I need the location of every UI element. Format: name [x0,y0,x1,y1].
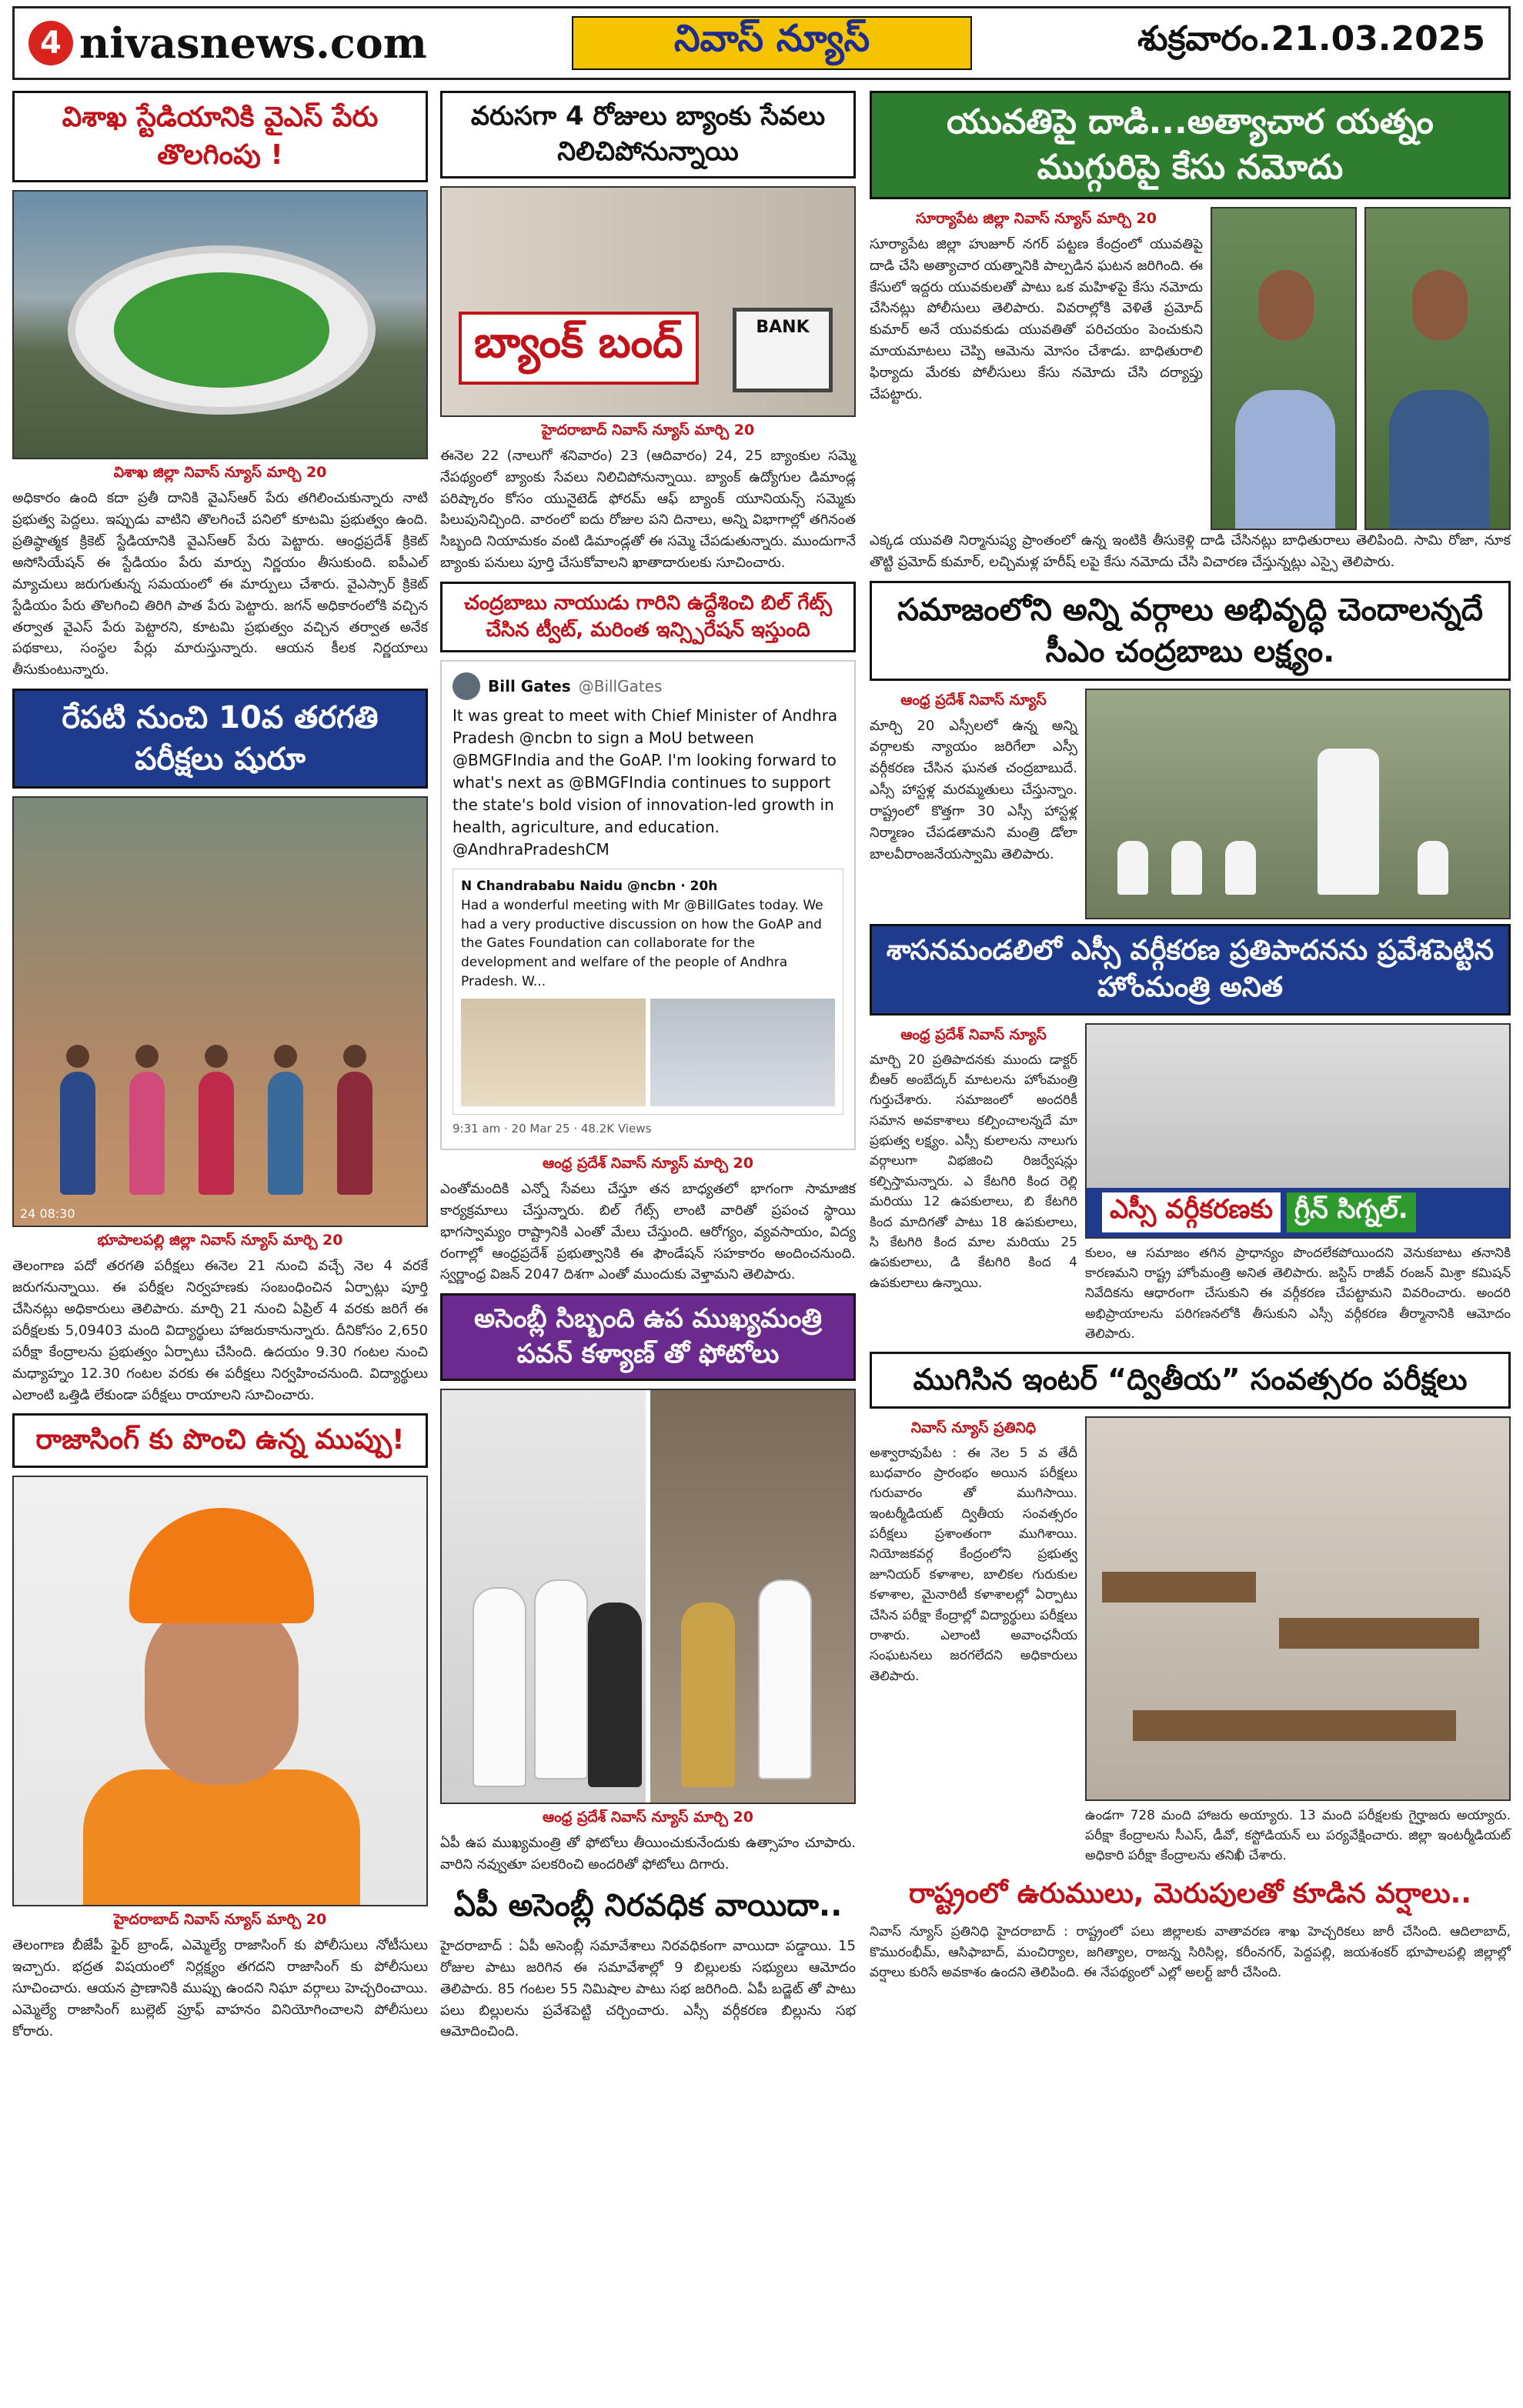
dateline: ఆంధ్ర ప్రదేశ్ నివాస్ న్యూస్ మార్చి 20 [543,1154,753,1172]
article-body: మార్చి 20 ప్రతిపాదనకు ముందు డాక్టర్ బీఆర్ అంబేద్కర్ మాటలను హోంమంత్రి గుర్తుచేశారు. సమాజంలో అందరికీ సమాన అవకాశాలు కల్పించాలన్నదే మా ప్రభుత్వ లక్ష్యం. ఎస్సీ కులాలను నాలుగు వర్గాలుగా విభజించి రిజర్వేషన్లు కల్పిస్తామన్నారు. ఎ కేటగిరి కింద రెల్లి మరియు 12 ఉపకులాలు, బి కేటగిరి కింద మాదిగతో పాటు 18 ఉపకులాలు, సి కేటగిరి కింద మాల మరియు 25 ఉపకులాలు, డి కేటగిరి కింద 4 ఉపకులాలు ఉన్నాయి. [870,1052,1077,1291]
article-body: నివాస్ న్యూస్ ప్రతినిధి హైదరాబాద్ : రాష్ట్రంలో పలు జిల్లాలకు వాతావరణ శాఖ హెచ్చరికలు జారీ చేసింది. ఆదిలాబాద్, కొమురంభీమ్, ఆసిఫాబాద్, మంచిర్యాల, జగిత్యాల, రాజన్న సిరిసిల్ల, కరీంనగర్, పెద్దపల్లి, జయశంకర్ భూపాలపల్లి జిల్లాల్లో వర్షాలు కురిసే అవకాశం ఉందని తెలిపింది. ఈ నేపథ్యంలో ఎల్లో అలర్ట్ జారీ చేసింది. [870,1924,1511,1981]
dateline: ఆంధ్ర ప్రదేశ్ నివాస్ న్యూస్ [900,691,1047,709]
quoted-author: N Chandrababu Naidu @ncbn · 20h [461,879,718,895]
dateline: భూపాలపల్లి జిల్లా నివాస్ న్యూస్ మార్చి 20 [97,1232,343,1249]
seat-figure [1418,841,1448,895]
page-number-badge: 4 [28,21,73,65]
headline-assembly-adjourned: ఏపీ అసెంబ్లీ నిరవధిక వాయిదా.. [440,1883,856,1928]
headline-cbn-goal: సమాజంలోని అన్ని వర్గాలు అభివృద్ధి చెందాలన్నదే సీఎం చంద్రబాబు లక్ష్యం. [870,581,1511,681]
stadium-field-shape [114,272,329,388]
headline-sc-classification: శాసనమండలిలో ఎస్సీ వర్గీకరణ ప్రతిపాదనను ప్రవేశపెట్టిన హోంమంత్రి అనిత [870,924,1511,1016]
person-figure [534,1579,588,1779]
photo-caption-strip [1087,1188,1509,1237]
quoted-text: Had a wonderful meeting with Mr @BillGates today. We had a very productive discussion on how the GoAP and the Gates Foundation can collaborate for the development and welfare of the people of Andhra Pradesh. W... [461,897,823,989]
figure-shirt [1235,390,1335,529]
assembly-staff-photo [440,1389,856,1804]
person-figure [588,1603,642,1787]
article-body: తెలంగాణ పదో తరగతి పరీక్షలు ఈనెల 21 నుంచి వచ్చే నెల 4 వరకే జరుగనున్నాయి. ఈ పరీక్షల నిర్వహణకు సంబంధించిన ఏర్పాట్లు పూర్తి చేసినట్లు అధికారులు తెలిపారు. మార్చి 21 నుంచి ఏప్రిల్ 4 వరకు జరిగే ఈ పరీక్షలకు 5,09403 మంది విద్యార్థులు హాజరుకానున్నారు. దీనికోసం 2,650 పరీక్షా కేంద్రాలను ప్రభుత్వం ఏర్పాటు చేసింది. ఉదయం 9.30 గంటల నుంచి మధ్యాహ్నం 12.30 గంటల వరకు ఈ పరీక్షలు నిర్వహించనుంది. విద్యార్థులు ఎలాంటి ఒత్తిడి లేకుండా పరీక్షలు రాయాలని సూచించారు. [12,1258,428,1403]
story-split [870,1416,1511,1874]
bank-bandh-stamp: బ్యాంక్ బంద్ [459,312,699,385]
dateline: విశాఖ జిల్లా నివాస్ న్యూస్ మార్చి 20 [113,464,327,482]
article-body: ఉండగా 728 మంది హాజరు అయ్యారు. 13 మంది పరీక్షలకు గైర్హాజరు అయ్యారు. పరీక్షా కేంద్రాలను సీఎస్, డీవో, కస్టోడియన్ లు పర్యవేక్షించారు. జిల్లా ఇంటర్మీడియట్ అధికారి పరీక్షా కేంద్రాలను తనిఖీ చేశారు. [1085,1807,1511,1864]
student-figure [60,1072,95,1195]
story-split [870,207,1511,530]
dateline: సూర్యాపేట జిల్లా నివాస్ న్యూస్ మార్చి 20 [916,209,1157,227]
seat-figure [1225,841,1256,895]
newspaper-brand: నివాస్ న్యూస్ [572,16,972,70]
issue-date: శుక్రవారం.21.03.2025 [1137,19,1485,58]
exam-hall-photo [1085,1416,1511,1801]
bank-building-icon [733,308,833,392]
desk-shape [1133,1710,1456,1741]
tweet-text: It was great to meet with Chief Minister of Andhra Pradesh @ncbn to sign a MoU between @BMGFIndia and the GoAP. I'm looking forward to what's next as @BMGFIndia continues to support the state's bold vision of innovation-led growth in health, agriculture, and education. @AndhraPradeshCM [453,706,838,859]
quoted-photos [461,999,835,1106]
photo-left [442,1390,646,1803]
headline-ssc-exams: రేపటి నుంచి 10వ తరగతి పరీక్షలు షురూ [12,689,428,789]
student-head [135,1045,159,1068]
masthead [12,6,1511,80]
cabinet-meeting-photo [1085,1023,1511,1239]
stadium-photo [12,190,428,459]
figure-shirt [1389,390,1489,529]
students-photo [12,796,428,1227]
headline-pawan-kalyan: అసెంబ్లీ సిబ్బంది ఉప ముఖ్యమంత్రి పవన్ కళ్యాణ్ తో ఫోటోలు [440,1293,856,1381]
student-figure [129,1072,165,1195]
student-head [274,1045,297,1068]
tweet-meta: 9:31 am · 20 Mar 25 · 48.2K Views [453,1122,652,1136]
photo-timestamp: 24 08:30 [20,1206,75,1222]
article-body: కులం, ఆ సమాజం తగిన ప్రాధాన్యం పొందలేకపోయిందని వెనుకబాటు తనానికి కారణమని రాష్ట్ర హోంమంత్రి అనిత తెలిపారు. జస్టిస్ రాజీవ్ రంజన్ మిశ్రా కమిషన్ నివేదికను ఆధారంగా చేసుకుని ఈ వర్గీకరణ చేపట్టామని వివరించారు. అందరి అభిప్రాయాలను పరిగణనలోకి తీసుకుని ఎస్సీ వర్గీకరణ తీర్మానానికి ఆమోదం తెలిపారు. [1085,1245,1511,1342]
person-figure [681,1603,735,1787]
headline-bank-strike: వరుసగా 4 రోజులు బ్యాంకు సేవలు నిలిచిపోనున్నాయి [440,91,856,178]
meeting-photo [650,999,835,1106]
photo-caption-b: గ్రీన్ సిగ్నల్. [1287,1192,1416,1232]
article-body: మార్చి 20 ఎస్సీలలో ఉన్న అన్ని వర్గాలకు న్యాయం జరిగేలా ఎస్సీ వర్గీకరణ చేసిన ఘనత చంద్రబాబుదే. ఎస్సీ హాస్టళ్ల మరమ్మతులు చేస్తున్నాం. రాష్ట్రంలో కొత్తగా 30 ఎస్సీ హాస్టళ్ల నిర్మాణం చేపడతామని మంత్రి డోలా బాలవీరాంజనేయస్వామి తెలిపారు. [870,717,1077,862]
student-figure [268,1072,303,1195]
seat-figure [1117,841,1148,895]
tweet-author-name: Bill Gates [488,676,571,695]
bank-strike-photo [440,186,856,417]
article-body: ఎంతోమందికి ఎన్నో సేవలు చేస్తూ తన బాధ్యతలో భాగంగా సామాజిక కార్యక్రమాలు చేస్తున్నారు. బిల్ గేట్స్ లాంటి వారితో ప్రపంచ స్థాయి భాగస్వామ్యం రాష్ట్రానికి ఎంతో మేలు చేస్తుంది. ఆరోగ్యం, వ్యవసాయం, విద్య రంగాల్లో ఆంధ్రప్రదేశ్ ప్రభుత్వానికి ఈ ఫౌండేషన్ సహకారం అందించనుంది. స్వర్ణాంధ్ర విజన్ 2047 దిశగా ఎంతో ముందుకు వెళ్తామని తెలిపారు. [440,1180,856,1283]
student-head [205,1045,228,1068]
article-body: అధికారం ఉంది కదా ప్రతీ దానికి వైఎస్ఆర్ పేరు తగిలించుకున్నారు నాటి ప్రభుత్వ పెద్దలు. ఇప్పుడు వాటిని తొలగించే పనిలో కూటమి ప్రభుత్వం ఉంది. ప్రతిష్ఠాత్మక క్రికెట్ స్టేడియానికి వైఎస్ఆర్ పేరు పెట్టారు. ఆంధ్రప్రదేశ్ క్రికెట్ అసోసియేషన్ ఈ స్టేడియం పేరు మార్పు నిర్ణయం తీసుకుంది. ఐపీఎల్ మ్యాచులు జరుగుతున్న సమయంలో ఈ మార్పులు చేశారు. వైఎస్సార్ క్రికెట్ స్టేడియం పేరు తొలగించి తిరిగి పాత పేరు పెట్టారు. జగన్ అధికారంలోకి వచ్చిన తర్వాత వైఎస్ పేరు పెట్టారని, కూటమి ప్రభుత్వం వచ్చిన తర్వాత అనేక పథకాలు, సంస్థల పేర్లు మారుస్తున్నారు. ఆయన కీలక నిర్ణయాలు తీసుకుంటున్నారు. [12,490,428,679]
photo-caption-a: ఎస్సీ వర్గీకరణకు [1102,1192,1281,1232]
meeting-photo [461,999,646,1106]
student-figure [337,1072,372,1195]
dateline: హైదరాబాద్ నివాస్ న్యూస్ మార్చి 20 [541,421,755,439]
figure-cap [129,1508,314,1623]
student-figure [199,1072,234,1195]
headline-bill-gates-tweet: చంద్రబాబు నాయుడు గారిని ఉద్దేశించి బిల్ గేట్స్ చేసిన ట్వీట్, మరింత ఇన్స్పిరేషన్ ఇస్తుంది [440,582,856,652]
accused-photos [1211,207,1511,530]
headline-assault-case: యువతిపై దాడి...అత్యాచార యత్నం ముగ్గురిపై కేసు నమోదు [870,91,1511,199]
avatar [453,672,480,700]
article-body: ఎక్కడ యువతి నిర్మానుష్య ప్రాంతంలో ఉన్న ఇంటికి తీసుకెళ్లి దాడి చేసినట్లు బాధితురాలు తెలిపింది. సామి రోజా, నూక తొట్టి ప్రమోద్ కుమార్, లచ్చిమళ్ల హరీష్ లపై కేసు నమోదు చేసి విచారణ చేస్తున్నట్లు ఎస్సై తెలిపారు. [870,532,1511,570]
article-body: ఏపీ ఉప ముఖ్యమంత్రి తో ఫోటోలు తీయించుకునేందుకు ఉత్సాహం చూపారు. వారిని నవ్వుతూ పలకరించి అందరితో ఫోటోలు దిగారు. [440,1835,856,1873]
story-split [870,1023,1511,1352]
figure-shirt [83,1769,360,1906]
person-figure [758,1579,812,1779]
dateline: ఆంధ్ర ప్రదేశ్ నివాస్ న్యూస్ మార్చి 20 [543,1809,753,1826]
speaker-figure [1318,749,1379,895]
headline-rajasingh: రాజాసింగ్ కు పొంచి ఉన్న ముప్పు! [12,1413,428,1468]
tweet-handle: @BillGates [578,676,663,695]
headline-rain-alert: రాష్ట్రంలో ఉరుములు, మెరుపులతో కూడిన వర్షాలు.. [909,1877,1471,1909]
dateline: నివాస్ న్యూస్ ప్రతినిధి [910,1419,1037,1436]
figure-face [1412,270,1468,341]
dateline: ఆంధ్ర ప్రదేశ్ నివాస్ న్యూస్ [900,1026,1047,1043]
student-head [343,1045,366,1068]
seat-figure [1171,841,1202,895]
dateline: హైదరాబాద్ నివాస్ న్యూస్ మార్చి 20 [113,1911,327,1929]
column-left [12,91,428,2049]
person-figure [473,1587,526,1787]
article-body: తెలంగాణ బీజేపీ ఫైర్ బ్రాండ్, ఎమ్మెల్యే రాజాసింగ్ కు పోలీసులు నోటీసులు ఇచ్చారు. భద్రత విషయంలో నిర్లక్ష్యం తగదని రాజాసింగ్ కు పోలీసులు సూచించారు. ఆయన ప్రాణానికి ముప్పు ఉందని నిఘా వర్గాలు హెచ్చరించాయి. ఎమ్మెల్యే రాజాసింగ్ బుల్లెట్ ప్రూఫ్ వాహనం వినియోగించాలని పోలీసులు కోరారు. [12,1937,428,2039]
article-body: ఈనెల 22 (నాలుగో శనివారం) 23 (ఆదివారం) 24, 25 బ్యాంకుల సమ్మె నేపథ్యంలో బ్యాంకు సేవలు నిలిచిపోనున్నాయి. బ్యాంక్ ఉద్యోగుల డిమాండ్ల పరిష్కారం కోసం యునైటెడ్ ఫోరమ్ ఆఫ్ బ్యాంక్ యూనియన్స్ సమ్మెకు పిలుపునిచ్చింది. వారంలో ఐదు రోజుల పని దినాలు, అన్ని విభాగాల్లో తగినంత సిబ్బంది నియామకం వంటి డిమాండ్లతో ఈ సమ్మె చేపడుతున్నారు. ముందుగానే బ్యాంకు పనులు పూర్తి చేసుకోవాలని ఖాతాదారులకు సూచించారు. [440,447,856,572]
figure-face [145,1600,299,1785]
article-body: సూర్యాపేట జిల్లా హుజూర్ నగర్ పట్టణ కేంద్రంలో యువతిపై దాడి చేసి అత్యాచార యత్నానికి పాల్పడిన ఘటన జరిగింది. ఈ కేసులో ఇద్దరు యువకులతో పాటు ఒక మహిళపై కేసు నమోదు చేసినట్లు పోలీసులు తెలిపారు. వివరాల్లోకి వెళితే ప్రమోద్ కుమార్ అనే యువకుడు యువతితో పరిచయం పెంచుకుని మాయమాటలు చెప్పి ఆమెను మోసం చేశాడు. బాధితురాలి ఫిర్యాదు మేరకు పోలీసులు కేసు నమోదు చేసి దర్యాప్తు చేపట్టారు. [870,235,1203,403]
accused-photo [1364,207,1511,530]
photo-right [650,1390,854,1803]
story-split [870,689,1511,924]
quoted-tweet [453,869,843,1115]
assembly-photo [1085,689,1511,919]
tweet-card[interactable] [440,660,856,1150]
rajasingh-photo [12,1476,428,1906]
desk-shape [1279,1618,1479,1649]
article-body: అశ్వారావుపేట : ఈ నెల 5 వ తేదీ బుధవారం ప్రారంభం అయిన పరీక్షలు గురువారం తో ముగిసాయి. ఇంటర్మీడియట్ ద్వితీయ సంవత్సరం పరీక్షలు ప్రశాంతంగా ముగిశాయి. నియోజకవర్గ కేంద్రంలోని ప్రభుత్వ జూనియర్ కళాశాల, బాలికల గురుకుల కళాశాల, మైనారిటీ కళాశాలల్లో ఏర్పాటు చేసిన పరీక్షా కేంద్రాల్లో విద్యార్థులు పరీక్షలు రాశారు. ఎలాంటి అవాంఛనీయ సంఘటనలు జరగలేదని అధికారులు తెలిపారు. [870,1445,1077,1684]
column-right [870,91,1511,1990]
desk-shape [1102,1572,1256,1603]
headline-vizag-stadium: విశాఖ స్టేడియానికి వైఎస్ పేరు తొలగింపు ! [12,91,428,182]
headline-inter-exams: ముగిసిన ఇంటర్ “ద్వితీయ” సంవత్సరం పరీక్షలు [870,1352,1511,1408]
student-head [66,1045,89,1068]
column-middle [440,91,856,2050]
figure-face [1258,270,1314,341]
site-name[interactable]: nivasnews.com [79,18,427,68]
tweet-author [453,672,843,700]
accused-photo [1211,207,1357,530]
bank-sign: BANK [756,317,810,337]
article-body: హైదరాబాద్ : ఏపీ అసెంబ్లీ సమావేశాలు నిరవధికంగా వాయిదా పడ్డాయి. 15 రోజుల పాటు జరిగిన ఈ సమావేశాల్లో 9 బిల్లులకు సభ్యులు ఆమోదం తెలిపారు. 85 గంటల 55 నిమిషాల పాటు సభ జరిగింది. ఏపీ బడ్జెట్ తో పాటు పలు బిల్లులను ప్రవేశపెట్టి చర్చించారు. ఎస్సీ వర్గీకరణ బిల్లును సభ ఆమోదించింది. [440,1937,856,2040]
